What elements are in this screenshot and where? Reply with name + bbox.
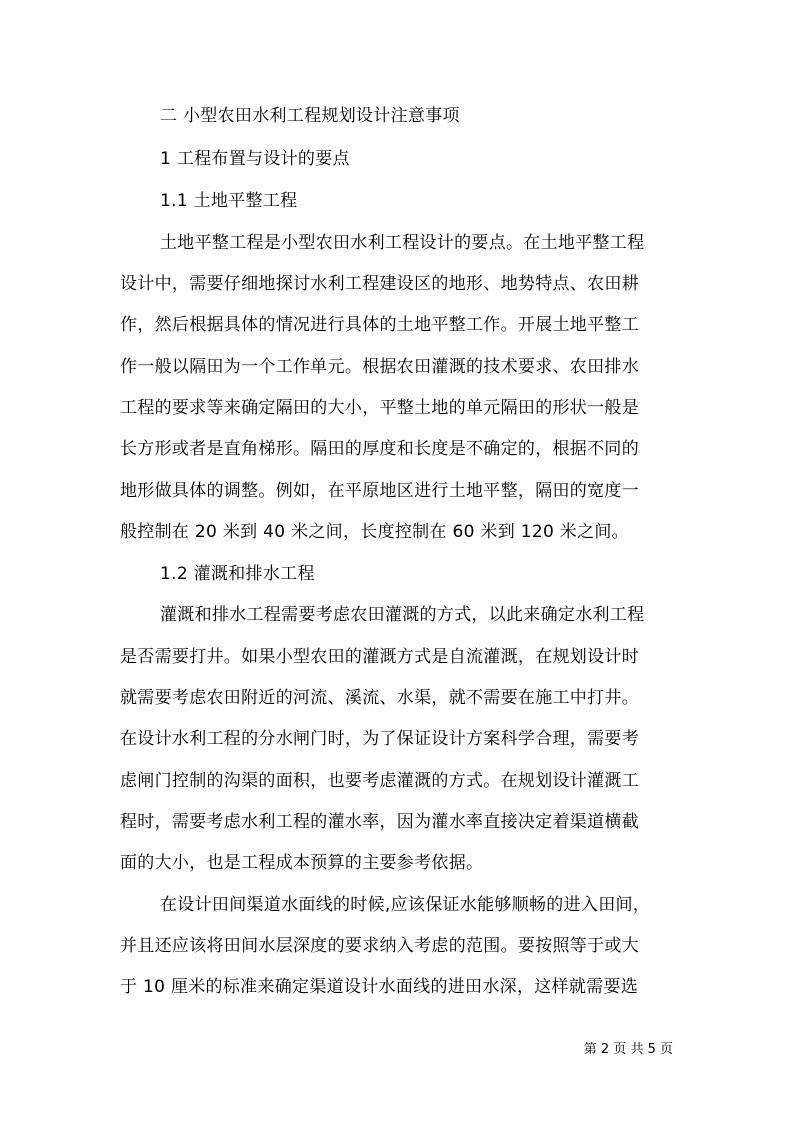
- paragraph-line: 程时，需要考虑水利工程的灌水率，因为灌水率直接决定着渠道横截: [120, 812, 639, 832]
- paragraph-line: 灌溉和排水工程需要考虑农田灌溉的方式，以此来确定水利工程: [160, 605, 645, 625]
- paragraph-line: 并且还应该将田间水层深度的要求纳入考虑的范围。要按照等于或大: [120, 936, 639, 956]
- paragraph-line: 在设计田间渠道水面线的时候,应该保证水能够顺畅的进入田间，: [160, 895, 651, 915]
- paragraph-line: 作，然后根据具体的情况进行具体的土地平整工作。开展土地平整工: [120, 315, 639, 335]
- paragraph-line: 是否需要打井。如果小型农田的灌溉方式是自流灌溉，在规划设计时: [120, 647, 639, 667]
- paragraph-line: 面的大小，也是工程成本预算的主要参考依据。: [120, 853, 484, 873]
- section-heading: 二 小型农田水利工程规划设计注意事项: [160, 106, 460, 126]
- paragraph-line: 土地平整工程是小型农田水利工程设计的要点。在土地平整工程: [160, 233, 645, 253]
- paragraph-line: 般控制在 20 米到 40 米之间，长度控制在 60 米到 120 米之间。: [120, 522, 629, 542]
- paragraph-line: 长方形或者是直角梯形。隔田的厚度和长度是不确定的，根据不同的: [120, 439, 639, 459]
- paragraph-line: 虑闸门控制的沟渠的面积，也要考虑灌溉的方式。在规划设计灌溉工: [120, 771, 639, 791]
- paragraph-line: 在设计水利工程的分水闸门时，为了保证设计方案科学合理，需要考: [120, 729, 639, 749]
- paragraph-line: 工程的要求等来确定隔田的大小，平整土地的单元隔田的形状一般是: [120, 398, 639, 418]
- subheading-1-2: 1.2 灌溉和排水工程: [160, 564, 315, 584]
- subheading-1: 1 工程布置与设计的要点: [160, 149, 350, 169]
- page-indicator: 第 2 页 共 5 页: [583, 1042, 673, 1057]
- paragraph-line: 于 10 厘米的标准来确定渠道设计水面线的进田水深，这样就需要选: [120, 977, 639, 997]
- paragraph-line: 作一般以隔田为一个工作单元。根据农田灌溉的技术要求、农田排水: [120, 357, 639, 377]
- paragraph-line: 就需要考虑农田附近的河流、溪流、水渠，就不需要在施工中打井。: [120, 688, 639, 708]
- paragraph-line: 地形做具体的调整。例如，在平原地区进行土地平整，隔田的宽度一: [120, 481, 639, 501]
- subheading-1-1: 1.1 土地平整工程: [160, 191, 298, 211]
- paragraph-line: 设计中，需要仔细地探讨水利工程建设区的地形、地势特点、农田耕: [120, 274, 639, 294]
- page-footer: [0, 1041, 794, 1059]
